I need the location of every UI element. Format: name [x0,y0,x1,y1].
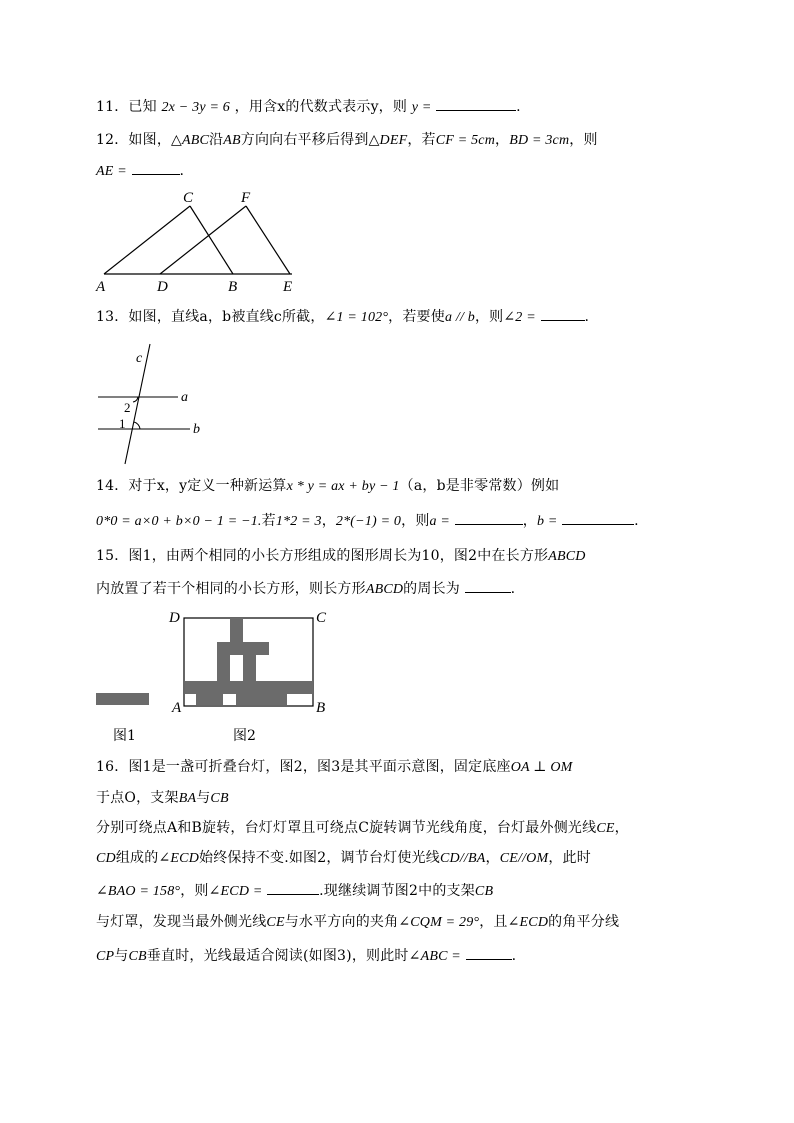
q12-bd: BD = 3cm [509,133,570,148]
q13-angle1: ∠1 = 102° [324,310,389,325]
q16-cb: CB [210,791,229,806]
q12-label-d: D [157,279,168,295]
q12-text: 沿 [209,132,224,148]
q15-end: . [510,581,516,597]
q15-label-d: D [169,610,180,626]
q16-text: ， [614,820,629,836]
q12-comma: ， [495,132,510,148]
q14-condition1: 1*2 = 3 [275,514,322,529]
q14-text: 若 [261,513,276,529]
q16-cb: CB [128,949,147,964]
q16-angle-ecd: ∠ECD [158,851,199,866]
q11-equation: 2x − 3y = 6 [161,100,231,115]
q16-ba: BA [178,791,197,806]
q16-angle-ecd-answer: ∠ECD = [208,884,263,899]
q14-text: ，则 [401,513,430,529]
q11-prefix: 11．已知 [96,99,157,115]
q12-answer-label: AE = [96,164,127,179]
q16-text: ， [485,850,500,866]
q16-cb: CB [474,884,494,899]
q15-fig1-caption: 图1 [113,728,136,744]
q16-angle-cqm: ∠CQM = 29° [398,915,480,930]
q16-angle-ecd: ∠ECD [507,915,549,930]
q13-parallel: a // b [444,310,475,325]
q12-label-c: C [183,190,194,206]
q15-label-c: C [316,610,327,626]
q15-label-a: A [172,700,182,716]
q15-text: 的周长为 [403,581,460,597]
q11-end: . [516,99,521,115]
q12-cf: CF = 5cm [435,133,496,148]
q16-text: 组成的 [115,850,159,866]
question-16-line6 [96,912,619,933]
q13-text: 13．如图，直线a，b被直线c所截， [96,309,325,325]
q16-text: ，且 [479,914,508,930]
q12-label-a: A [96,279,106,295]
q13-text: ，则 [474,309,504,325]
q15-text: 15．图1，由两个相同的小长方形组成的图形周长为10，图2中在长方形 [96,548,549,564]
q11-answer-label: y = [411,100,432,115]
q16-text: 与 [114,948,129,964]
q14-a-label: a = [429,514,451,529]
q14-operation: x * y = ax + by − 1 [286,479,400,494]
q14-text: （a，b是非零常数）例如 [399,478,560,494]
question-16 [96,757,573,778]
q16-text: ，则 [180,883,209,899]
q16-angle-bao: ∠BAO = 158° [96,884,181,899]
q13-end: . [584,309,590,325]
q15-rect-abcd: ABCD [365,582,404,597]
q16-ecd-blank[interactable] [267,880,319,895]
q14-text: 14．对于x，y定义一种新运算 [96,478,287,494]
q14-b-label: b = [536,514,558,529]
q16-text: 16．图1是一盏可折叠台灯，图2，图3是其平面示意图，固定底座 [96,759,511,775]
q12-label-f: F [241,190,251,206]
q12-text: 12．如图， [96,132,172,148]
q13-label-a: a [181,390,188,405]
q16-text: 分别可绕点A和B旋转，台灯灯罩且可绕点C旋转调节光线角度，台灯最外侧光线 [96,820,597,836]
q16-text: 与 [196,790,211,806]
q16-parallel1: CD//BA [439,851,486,866]
q16-ce: CE [266,915,285,930]
q12-label-e: E [283,279,293,295]
q14-condition2: 2*(−1) = 0 [335,514,402,529]
question-16-line3 [96,818,629,839]
q13-label-2: 2 [124,400,131,415]
q12-text: ，若 [407,132,436,148]
q11-text: ，用含x的代数式表示y，则 [234,99,408,115]
question-16-line2 [96,788,229,809]
q16-text: 与水平方向的夹角 [284,914,399,930]
q14-example: 0*0 = a×0 + b×0 − 1 = −1. [96,514,262,529]
q14-comma: ， [321,513,336,529]
q13-text: ，若要使 [388,309,445,325]
q12-triangle-abc: △ABC [171,133,210,148]
q13-angle2: ∠2 = [503,310,536,325]
q12-segment-ab: AB [223,133,241,148]
q16-text: 垂直时，光线最适合阅读(如图3)，则此时 [146,948,409,964]
q12-text: 方向向右平移后得到 [240,132,369,148]
q14-comma: ， [522,513,537,529]
q15-label-b: B [316,700,326,716]
q14-end: . [634,513,639,529]
q15-fig2-caption: 图2 [233,728,256,744]
q16-angle-abc: ∠ABC = [408,949,461,964]
q15-text: 内放置了若干个相同的小长方形，则长方形 [96,581,366,597]
q16-perpendicular: OA ⊥ OM [510,760,573,775]
q16-ce: CE [596,821,615,836]
q15-fig1-rect [96,693,149,705]
question-16-line7 [96,945,516,967]
q13-label-c: c [136,351,143,366]
q16-text: 于点O，支架 [96,790,179,806]
question-16-line5 [96,880,493,902]
q12-triangle-def: △DEF [368,133,408,148]
q16-text: ，此时 [548,850,591,866]
q13-label-1: 1 [119,416,126,431]
q13-label-b: b [193,422,200,437]
q16-cd: CD [96,851,116,866]
q12-end: . [179,163,185,179]
q16-end: . [511,948,517,964]
q16-text: 始终保持不变.如图2，调节台灯使光线 [199,850,440,866]
question-16-line4 [96,848,591,869]
q16-text: .现继续调节图2中的支架 [319,883,475,899]
q12-label-b: B [228,279,238,295]
q12-text: ，则 [569,132,598,148]
q16-cp: CP [96,949,115,964]
q16-text: 的角平分线 [548,914,620,930]
q16-parallel2: CE//OM [499,851,549,866]
q16-abc-blank[interactable] [466,945,512,960]
q15-rect-abcd: ABCD [548,549,586,564]
q16-text: 与灯罩，发现当最外侧光线 [96,914,267,930]
